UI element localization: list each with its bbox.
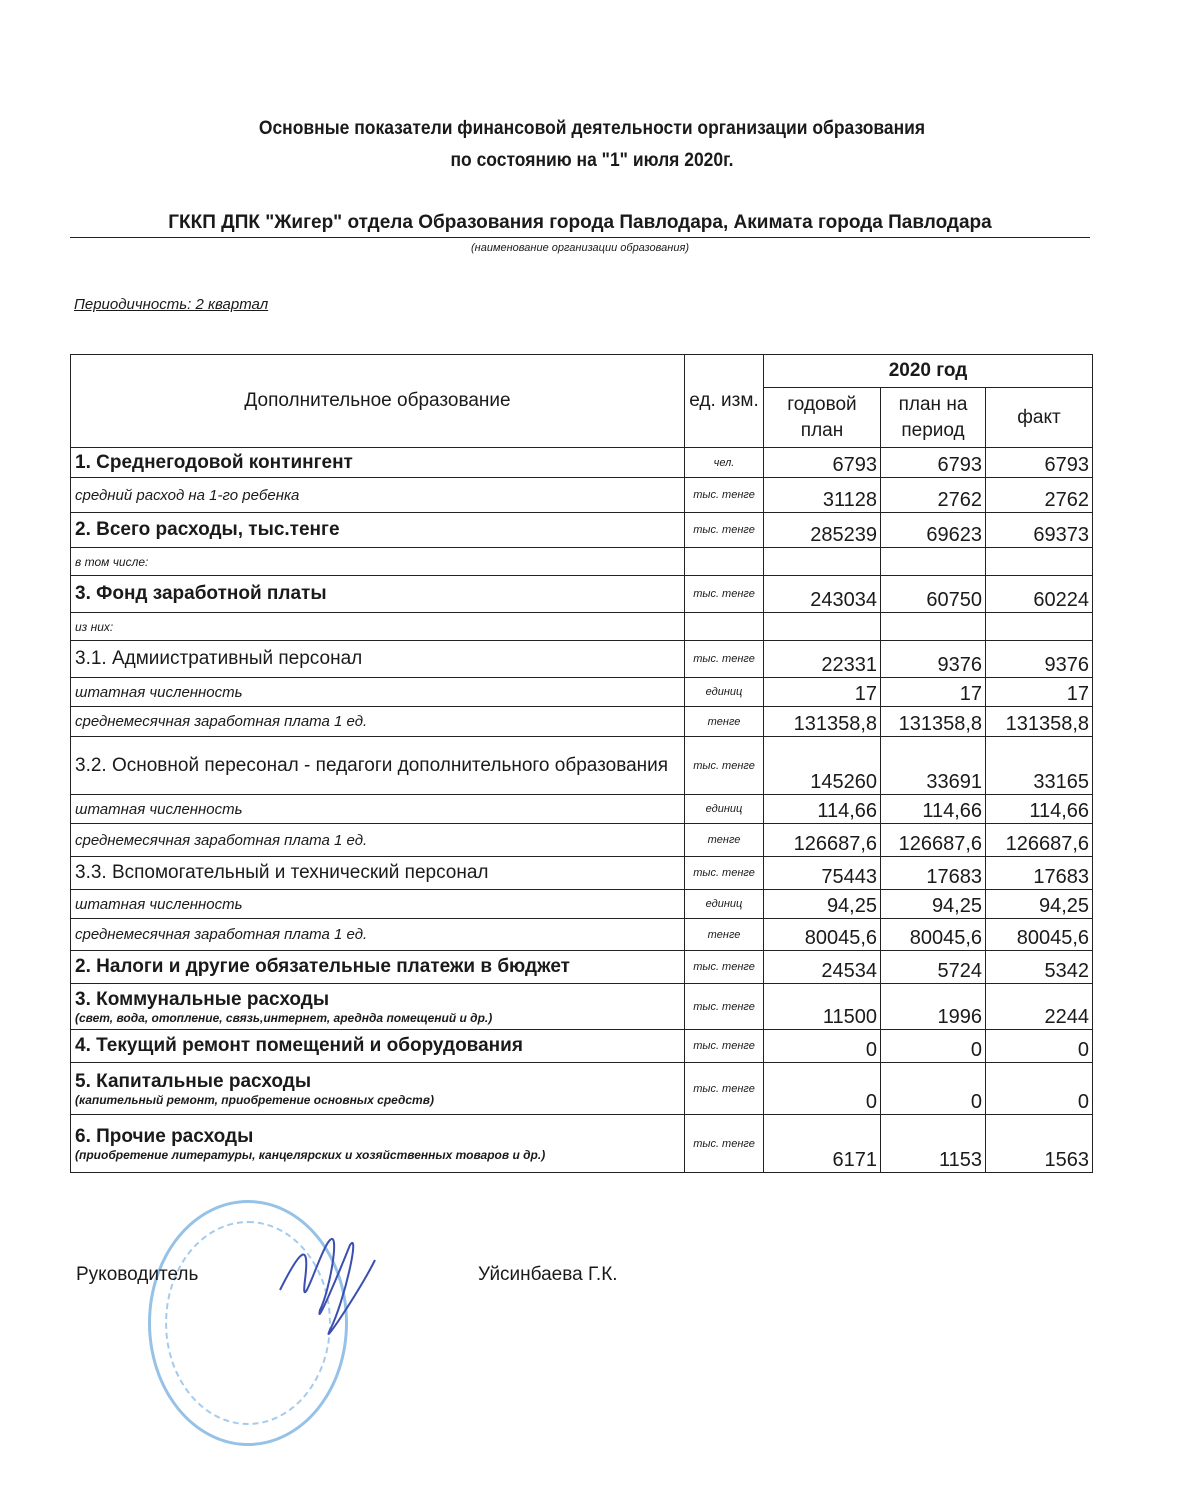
row-label: 1. Среднегодовой контингент bbox=[75, 451, 353, 473]
row-fact: 0 bbox=[986, 1030, 1093, 1063]
header-year: 2020 год bbox=[764, 355, 1093, 388]
row-annual-plan: 24534 bbox=[764, 951, 881, 984]
row-annual-plan: 114,66 bbox=[764, 795, 881, 824]
signatory-name: Уйсинбаева Г.К. bbox=[478, 1264, 618, 1285]
row-period-plan: 0 bbox=[881, 1030, 986, 1063]
row-annual-plan: 31128 bbox=[764, 478, 881, 513]
row-period-plan: 60750 bbox=[881, 576, 986, 613]
row-label: среднемесячная заработная плата 1 ед. bbox=[75, 831, 368, 849]
row-unit: тыс. тенге bbox=[685, 1063, 764, 1115]
row-unit: тыс. тенге bbox=[685, 1115, 764, 1173]
row-annual-plan: 17 bbox=[764, 678, 881, 707]
document-title-line2: по состоянию на "1" июля 2020г. bbox=[450, 150, 734, 171]
row-unit: чел. bbox=[685, 448, 764, 478]
row-label: 3. Фонд заработной платы bbox=[75, 583, 327, 604]
row-fact: 2244 bbox=[986, 984, 1093, 1030]
row-fact: 69373 bbox=[986, 513, 1093, 548]
row-label: из них: bbox=[75, 619, 114, 634]
row-period-plan: 80045,6 bbox=[881, 919, 986, 951]
row-annual-plan: 0 bbox=[764, 1063, 881, 1115]
row-label: 2. Налоги и другие обязательные платежи в бюджет bbox=[75, 956, 570, 977]
row-unit: тыс. тенге bbox=[685, 951, 764, 984]
row-fact: 126687,6 bbox=[986, 824, 1093, 857]
row-fact: 0 bbox=[986, 1063, 1093, 1115]
row-annual-plan: 11500 bbox=[764, 984, 881, 1030]
row-unit: тыс. тенге bbox=[685, 641, 764, 678]
row-annual-plan: 80045,6 bbox=[764, 919, 881, 951]
table-row bbox=[71, 478, 1093, 513]
row-sublabel: (приобретение литературы, канцелярских и хозяйственных товаров и др.) bbox=[75, 1147, 546, 1162]
row-unit: тенге bbox=[685, 824, 764, 857]
row-unit: тыс. тенге bbox=[685, 576, 764, 613]
row-label: штатная численность bbox=[75, 683, 243, 701]
row-annual-plan: 131358,8 bbox=[764, 707, 881, 737]
row-annual-plan: 145260 bbox=[764, 737, 881, 795]
table-row bbox=[71, 951, 1093, 984]
table-row bbox=[71, 613, 1093, 641]
row-annual-plan: 94,25 bbox=[764, 890, 881, 919]
row-unit bbox=[685, 613, 764, 641]
row-unit: единиц bbox=[685, 678, 764, 707]
row-period-plan: 114,66 bbox=[881, 795, 986, 824]
row-fact: 94,25 bbox=[986, 890, 1093, 919]
signature-icon bbox=[270, 1230, 380, 1370]
row-label: 3.2. Основной пересонал - педагоги дополнительного образования bbox=[75, 754, 669, 776]
row-unit: тыс. тенге bbox=[685, 984, 764, 1030]
position-label: Руководитель bbox=[76, 1264, 199, 1285]
row-label: 6. Прочие расходы bbox=[75, 1125, 254, 1147]
row-unit: тыс. тенге bbox=[685, 1030, 764, 1063]
row-fact: 80045,6 bbox=[986, 919, 1093, 951]
row-label: в том числе: bbox=[75, 554, 149, 569]
row-label: средний расход на 1-го ребенка bbox=[75, 486, 300, 504]
row-unit: тыс. тенге bbox=[685, 478, 764, 513]
row-label: штатная численность bbox=[75, 800, 243, 818]
header-fact: факт bbox=[986, 388, 1093, 448]
row-fact: 60224 bbox=[986, 576, 1093, 613]
row-unit: единиц bbox=[685, 890, 764, 919]
header-unit: ед. изм. bbox=[685, 355, 764, 448]
organization-underline bbox=[70, 237, 1090, 238]
row-period-plan: 2762 bbox=[881, 478, 986, 513]
table-row bbox=[71, 1115, 1093, 1173]
table-row bbox=[71, 448, 1093, 478]
row-period-plan: 9376 bbox=[881, 641, 986, 678]
row-annual-plan bbox=[764, 548, 881, 576]
row-period-plan: 17683 bbox=[881, 857, 986, 890]
row-unit: тенге bbox=[685, 919, 764, 951]
row-unit: тыс. тенге bbox=[685, 857, 764, 890]
row-period-plan: 94,25 bbox=[881, 890, 986, 919]
row-label: 3.3. Вспомогательный и технический персонал bbox=[75, 862, 489, 883]
header-name: Дополнительное образование bbox=[71, 355, 685, 448]
organization-name: ГККП ДПК "Жигер" отдела Образования города Павлодара, Акимата города Павлодара bbox=[168, 212, 992, 233]
table-row bbox=[71, 857, 1093, 890]
document-title-line1: Основные показатели финансовой деятельности организации образования bbox=[258, 118, 926, 139]
row-fact: 1563 bbox=[986, 1115, 1093, 1173]
row-annual-plan bbox=[764, 613, 881, 641]
row-annual-plan: 75443 bbox=[764, 857, 881, 890]
row-unit bbox=[685, 548, 764, 576]
table-row bbox=[71, 513, 1093, 548]
row-fact: 131358,8 bbox=[986, 707, 1093, 737]
table-row bbox=[71, 548, 1093, 576]
row-period-plan: 1153 bbox=[881, 1115, 986, 1173]
row-unit: единиц bbox=[685, 795, 764, 824]
table-row bbox=[71, 576, 1093, 613]
row-annual-plan: 6793 bbox=[764, 448, 881, 478]
row-period-plan: 33691 bbox=[881, 737, 986, 795]
table-row bbox=[71, 1063, 1093, 1115]
row-label: штатная численность bbox=[75, 895, 243, 913]
row-label: среднемесячная заработная плата 1 ед. bbox=[75, 926, 368, 943]
periodicity: Периодичность: 2 квартал bbox=[74, 296, 269, 313]
row-annual-plan: 6171 bbox=[764, 1115, 881, 1173]
row-fact: 17 bbox=[986, 678, 1093, 707]
row-period-plan: 131358,8 bbox=[881, 707, 986, 737]
row-sublabel: (свет, вода, отопление, связь,интернет, ареднда помещений и др.) bbox=[75, 1010, 493, 1025]
row-annual-plan: 22331 bbox=[764, 641, 881, 678]
row-annual-plan: 126687,6 bbox=[764, 824, 881, 857]
row-fact bbox=[986, 548, 1093, 576]
row-fact: 9376 bbox=[986, 641, 1093, 678]
row-period-plan: 126687,6 bbox=[881, 824, 986, 857]
table-row bbox=[71, 919, 1093, 951]
row-annual-plan: 0 bbox=[764, 1030, 881, 1063]
row-period-plan: 6793 bbox=[881, 448, 986, 478]
row-fact: 17683 bbox=[986, 857, 1093, 890]
row-period-plan bbox=[881, 548, 986, 576]
organization-caption: (наименование организации образования) bbox=[471, 242, 689, 254]
table-row bbox=[71, 678, 1093, 707]
row-label: 2. Всего расходы, тыс.тенге bbox=[75, 519, 340, 540]
row-fact bbox=[986, 613, 1093, 641]
row-annual-plan: 285239 bbox=[764, 513, 881, 548]
row-fact: 2762 bbox=[986, 478, 1093, 513]
row-label: 3. Коммунальные расходы bbox=[75, 988, 330, 1010]
table-row bbox=[71, 824, 1093, 857]
row-period-plan: 69623 bbox=[881, 513, 986, 548]
row-label: среднемесячная заработная плата 1 ед. bbox=[75, 713, 368, 730]
table-row bbox=[71, 737, 1093, 795]
row-period-plan: 1996 bbox=[881, 984, 986, 1030]
header-annual-plan: годовой план bbox=[764, 388, 881, 448]
row-label: 4. Текущий ремонт помещений и оборудования bbox=[75, 1035, 523, 1056]
row-fact: 114,66 bbox=[986, 795, 1093, 824]
row-period-plan: 17 bbox=[881, 678, 986, 707]
row-unit: тенге bbox=[685, 707, 764, 737]
row-annual-plan: 243034 bbox=[764, 576, 881, 613]
header-period-plan: план на период bbox=[881, 388, 986, 448]
row-label: 5. Капитальные расходы bbox=[75, 1070, 312, 1092]
row-label: 3.1. Адмиистративный персонал bbox=[75, 648, 363, 669]
row-fact: 33165 bbox=[986, 737, 1093, 795]
row-period-plan bbox=[881, 613, 986, 641]
table-row bbox=[71, 1030, 1093, 1063]
table-row bbox=[71, 890, 1093, 919]
row-unit: тыс. тенге bbox=[685, 513, 764, 548]
row-sublabel: (капительный ремонт, приобретение основных средств) bbox=[75, 1092, 434, 1107]
table-row bbox=[71, 984, 1093, 1030]
row-unit: тыс. тенге bbox=[685, 737, 764, 795]
row-period-plan: 0 bbox=[881, 1063, 986, 1115]
row-period-plan: 5724 bbox=[881, 951, 986, 984]
table-row bbox=[71, 795, 1093, 824]
table-row bbox=[71, 707, 1093, 737]
table-row bbox=[71, 641, 1093, 678]
row-fact: 5342 bbox=[986, 951, 1093, 984]
financial-table bbox=[70, 354, 1093, 1173]
row-fact: 6793 bbox=[986, 448, 1093, 478]
